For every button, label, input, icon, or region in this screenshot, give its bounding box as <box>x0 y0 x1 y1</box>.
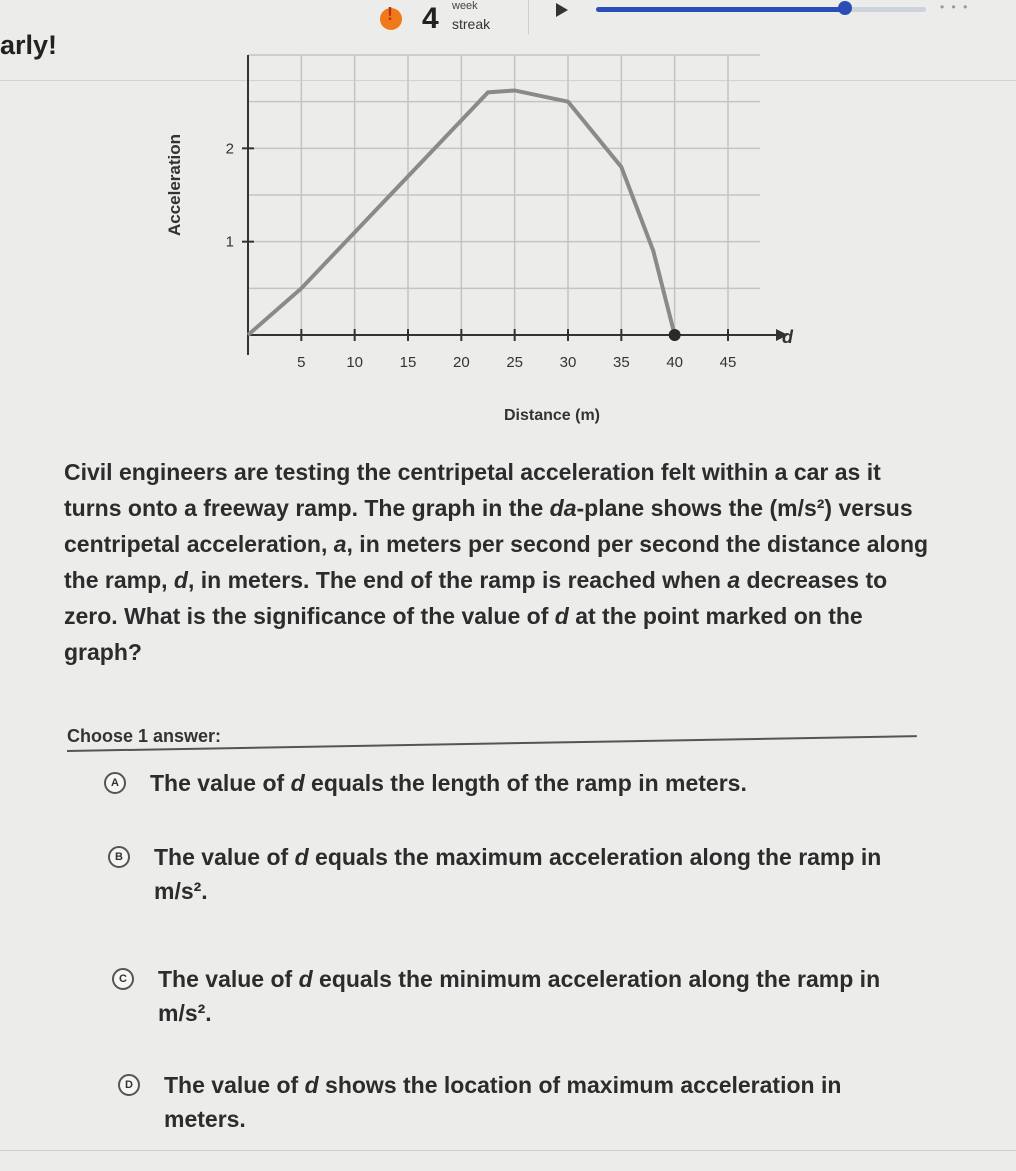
graph-grid <box>248 55 760 335</box>
answer-option-a[interactable]: A The value of d equals the length of the ramp in meters. <box>150 766 950 800</box>
x-tick-label: 40 <box>666 354 684 371</box>
option-d-radio[interactable]: D <box>118 1074 140 1096</box>
x-tick-label: 25 <box>506 354 524 371</box>
marked-point <box>669 329 681 341</box>
acceleration-distance-graph <box>150 45 810 435</box>
x-axis-label: Distance (m) <box>503 407 601 424</box>
answer-option-c[interactable]: C The value of d equals the minimum acceleration along the ramp in m/s². <box>158 962 918 1030</box>
header-divider <box>528 0 529 34</box>
progress-bar <box>596 7 926 12</box>
graph-axes <box>248 55 788 355</box>
play-icon[interactable] <box>556 3 568 17</box>
question-text: Civil engineers are testing the centripetal acceleration felt within a car as it turns onto a freeway ramp. The graph in the da-plane shows the (m/s²) versus centripetal acceleration, a, in meters per second per second the distance along the ramp, d, in meters. The end of the ramp is reached when a decreases to zero. What is the significance of the value of d at the point marked on the graph? <box>64 459 929 665</box>
x-tick-label: 5 <box>297 354 306 371</box>
streak-flame-icon <box>380 8 402 30</box>
y-tick-label: 2 <box>225 140 234 158</box>
x-tick-label: 30 <box>559 354 577 371</box>
streak-week-label: week <box>452 0 478 12</box>
option-a-radio[interactable]: A <box>104 772 126 794</box>
x-tick-label: 35 <box>612 354 630 371</box>
streak-label: streak <box>452 16 491 32</box>
x-tick-label: 20 <box>452 354 470 371</box>
answer-option-b[interactable]: B The value of d equals the maximum acceleration along the ramp in m/s². <box>154 840 914 908</box>
more-icon[interactable]: • • • <box>940 0 970 14</box>
choose-label: Choose 1 answer: <box>67 726 222 746</box>
x-tick-label: 15 <box>399 354 417 371</box>
option-c-radio[interactable]: C <box>112 968 134 990</box>
graph-ticks <box>226 140 737 371</box>
answer-option-d[interactable]: D The value of d shows the location of maximum acceleration in meters. <box>164 1068 904 1136</box>
bottom-divider <box>0 1150 1016 1151</box>
x-tick-label: 45 <box>719 354 737 371</box>
streak-number: 4 <box>422 2 439 35</box>
y-tick-label: 1 <box>225 233 234 251</box>
x-axis-variable: d <box>782 327 793 347</box>
progress-fill <box>596 7 847 12</box>
option-b-radio[interactable]: B <box>108 846 130 868</box>
x-tick-label: 10 <box>346 354 364 371</box>
progress-marker <box>838 1 852 15</box>
y-axis-label: Acceleration <box>165 133 184 237</box>
greeting-text: arly! <box>0 30 58 60</box>
